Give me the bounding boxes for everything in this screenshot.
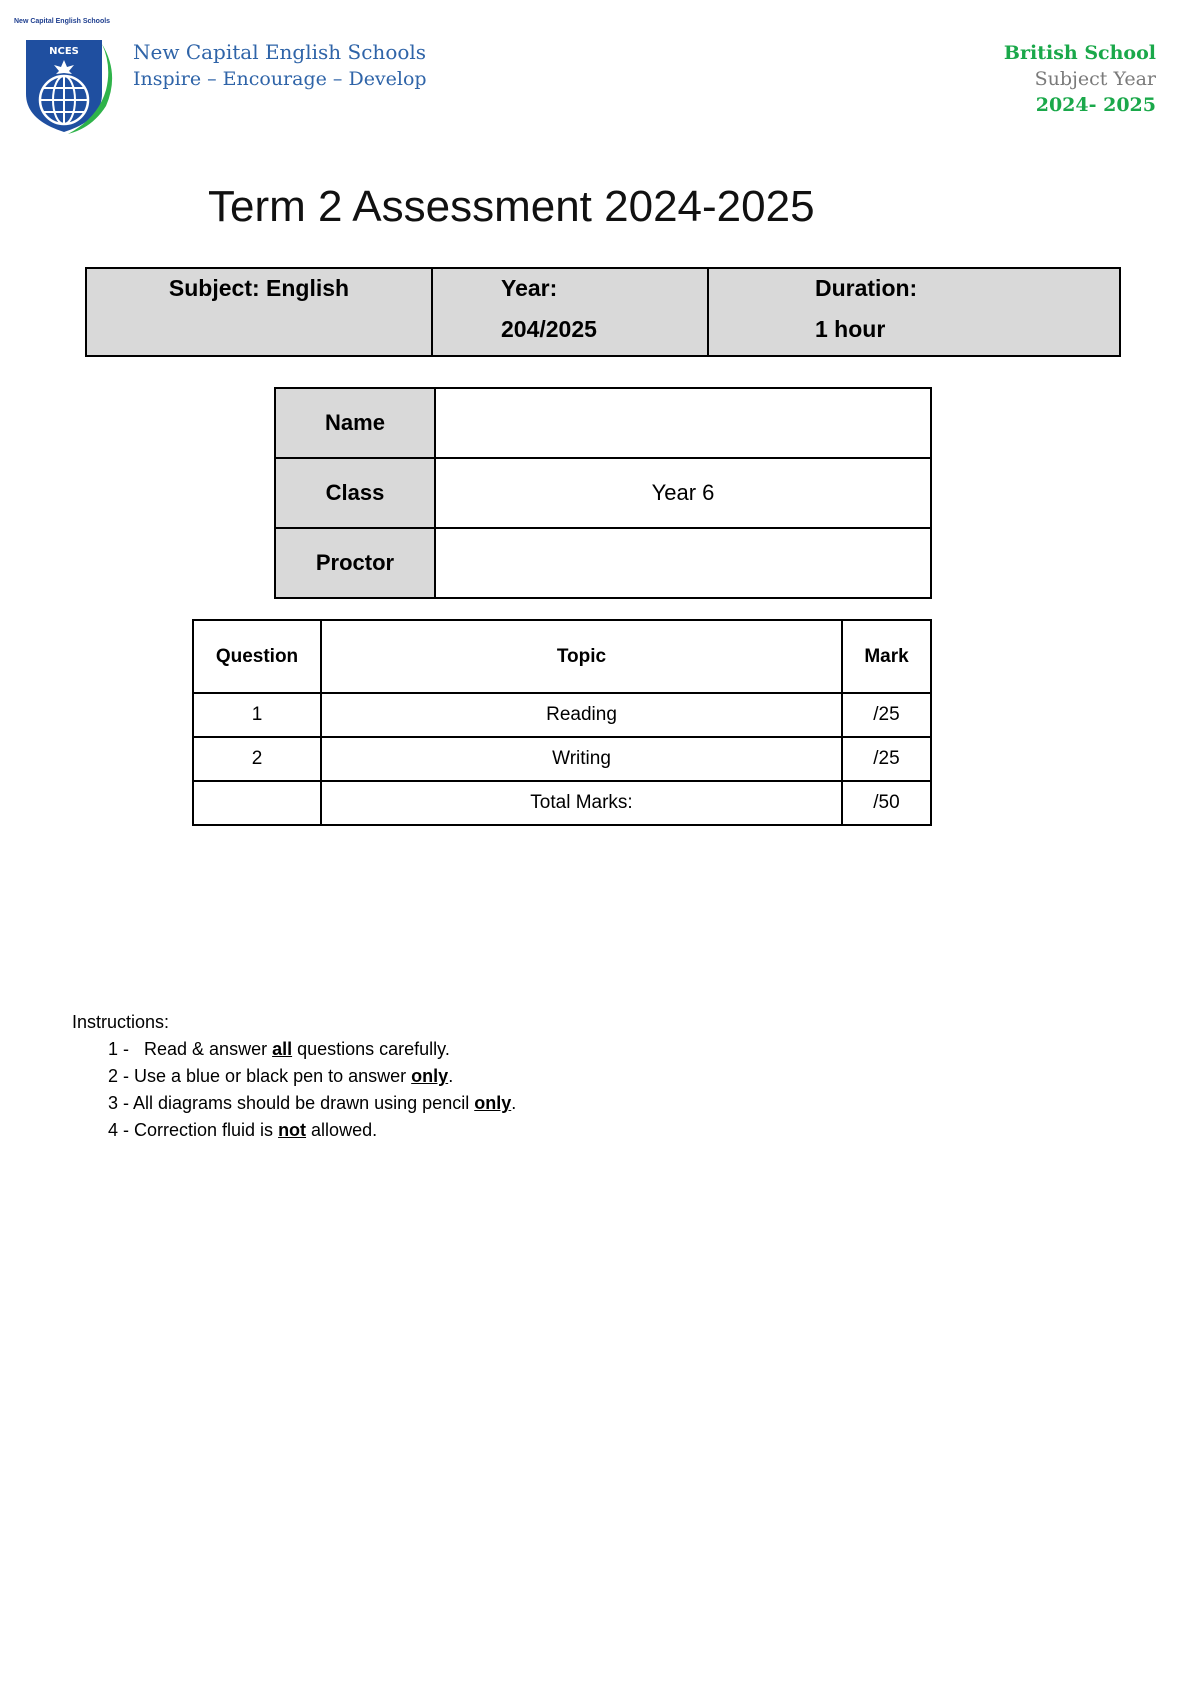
total-question-cell — [193, 781, 321, 825]
table-row — [275, 388, 931, 458]
total-row — [193, 781, 931, 825]
column-header-topic: Topic — [321, 620, 842, 693]
year-cell — [432, 268, 708, 356]
column-header-mark: Mark — [842, 620, 931, 693]
list-item — [108, 1036, 516, 1063]
question-mark: /25 — [842, 737, 931, 781]
total-label: Total Marks: — [321, 781, 842, 825]
instructions-heading: Instructions: — [72, 1012, 170, 1032]
duration-value: 1 hour — [815, 316, 886, 342]
logo-caption: New Capital English Schools — [14, 18, 111, 25]
instruction-emphasis: all — [272, 1039, 293, 1059]
question-number: 1 — [193, 693, 321, 737]
instruction-text: . — [448, 1066, 454, 1086]
header-subject-year: Subject Year — [1034, 68, 1156, 90]
table-row — [193, 737, 931, 781]
year-value: 204/2025 — [501, 316, 597, 342]
header-academic-year: 2024- 2025 — [1035, 94, 1156, 116]
subject-label: Subject: English — [168, 275, 350, 301]
instruction-text: . — [511, 1093, 517, 1113]
instructions-list — [72, 1036, 516, 1144]
table-header-row — [193, 620, 931, 693]
duration-label: Duration: — [815, 275, 918, 301]
proctor-label: Proctor — [275, 528, 435, 598]
class-label: Class — [275, 458, 435, 528]
instruction-text: 2 - Use a blue or black pen to answer — [108, 1066, 412, 1086]
instruction-text: allowed. — [306, 1120, 378, 1140]
instructions-block — [72, 1009, 516, 1144]
student-details-table — [274, 387, 932, 599]
header-school-type: British School — [1003, 42, 1156, 64]
instruction-emphasis: not — [278, 1120, 307, 1140]
marks-table — [192, 619, 932, 826]
class-value: Year 6 — [435, 458, 931, 528]
instruction-text: 3 - All diagrams should be drawn using pencil — [108, 1093, 475, 1113]
question-topic: Reading — [321, 693, 842, 737]
total-mark: /50 — [842, 781, 931, 825]
instruction-text: 4 - Correction fluid is — [108, 1120, 279, 1140]
instruction-text: 1 - Read & answer — [108, 1039, 273, 1059]
globe-shield-icon — [18, 34, 130, 134]
header-right-block — [1004, 40, 1156, 118]
list-item — [108, 1090, 516, 1117]
question-topic: Writing — [321, 737, 842, 781]
name-field[interactable] — [435, 388, 931, 458]
list-item — [108, 1063, 516, 1090]
column-header-question: Question — [193, 620, 321, 693]
instruction-emphasis: only — [411, 1066, 449, 1086]
list-item — [108, 1117, 516, 1144]
instruction-text: questions carefully. — [292, 1039, 450, 1059]
question-mark: /25 — [842, 693, 931, 737]
page-title: Term 2 Assessment 2024-2025 — [208, 182, 815, 231]
duration-cell — [708, 268, 1120, 356]
table-row — [193, 693, 931, 737]
exam-info-table — [85, 267, 1121, 357]
instruction-emphasis: only — [474, 1093, 512, 1113]
subject-cell — [86, 268, 432, 356]
school-logo — [14, 18, 134, 134]
name-label: Name — [275, 388, 435, 458]
table-row — [275, 528, 931, 598]
school-motto: Inspire – Encourage – Develop — [133, 68, 427, 90]
table-row — [275, 458, 931, 528]
proctor-field[interactable] — [435, 528, 931, 598]
question-number: 2 — [193, 737, 321, 781]
logo-text: NCES — [49, 46, 79, 57]
year-label: Year: — [501, 275, 558, 301]
school-name: New Capital English Schools — [133, 40, 427, 64]
